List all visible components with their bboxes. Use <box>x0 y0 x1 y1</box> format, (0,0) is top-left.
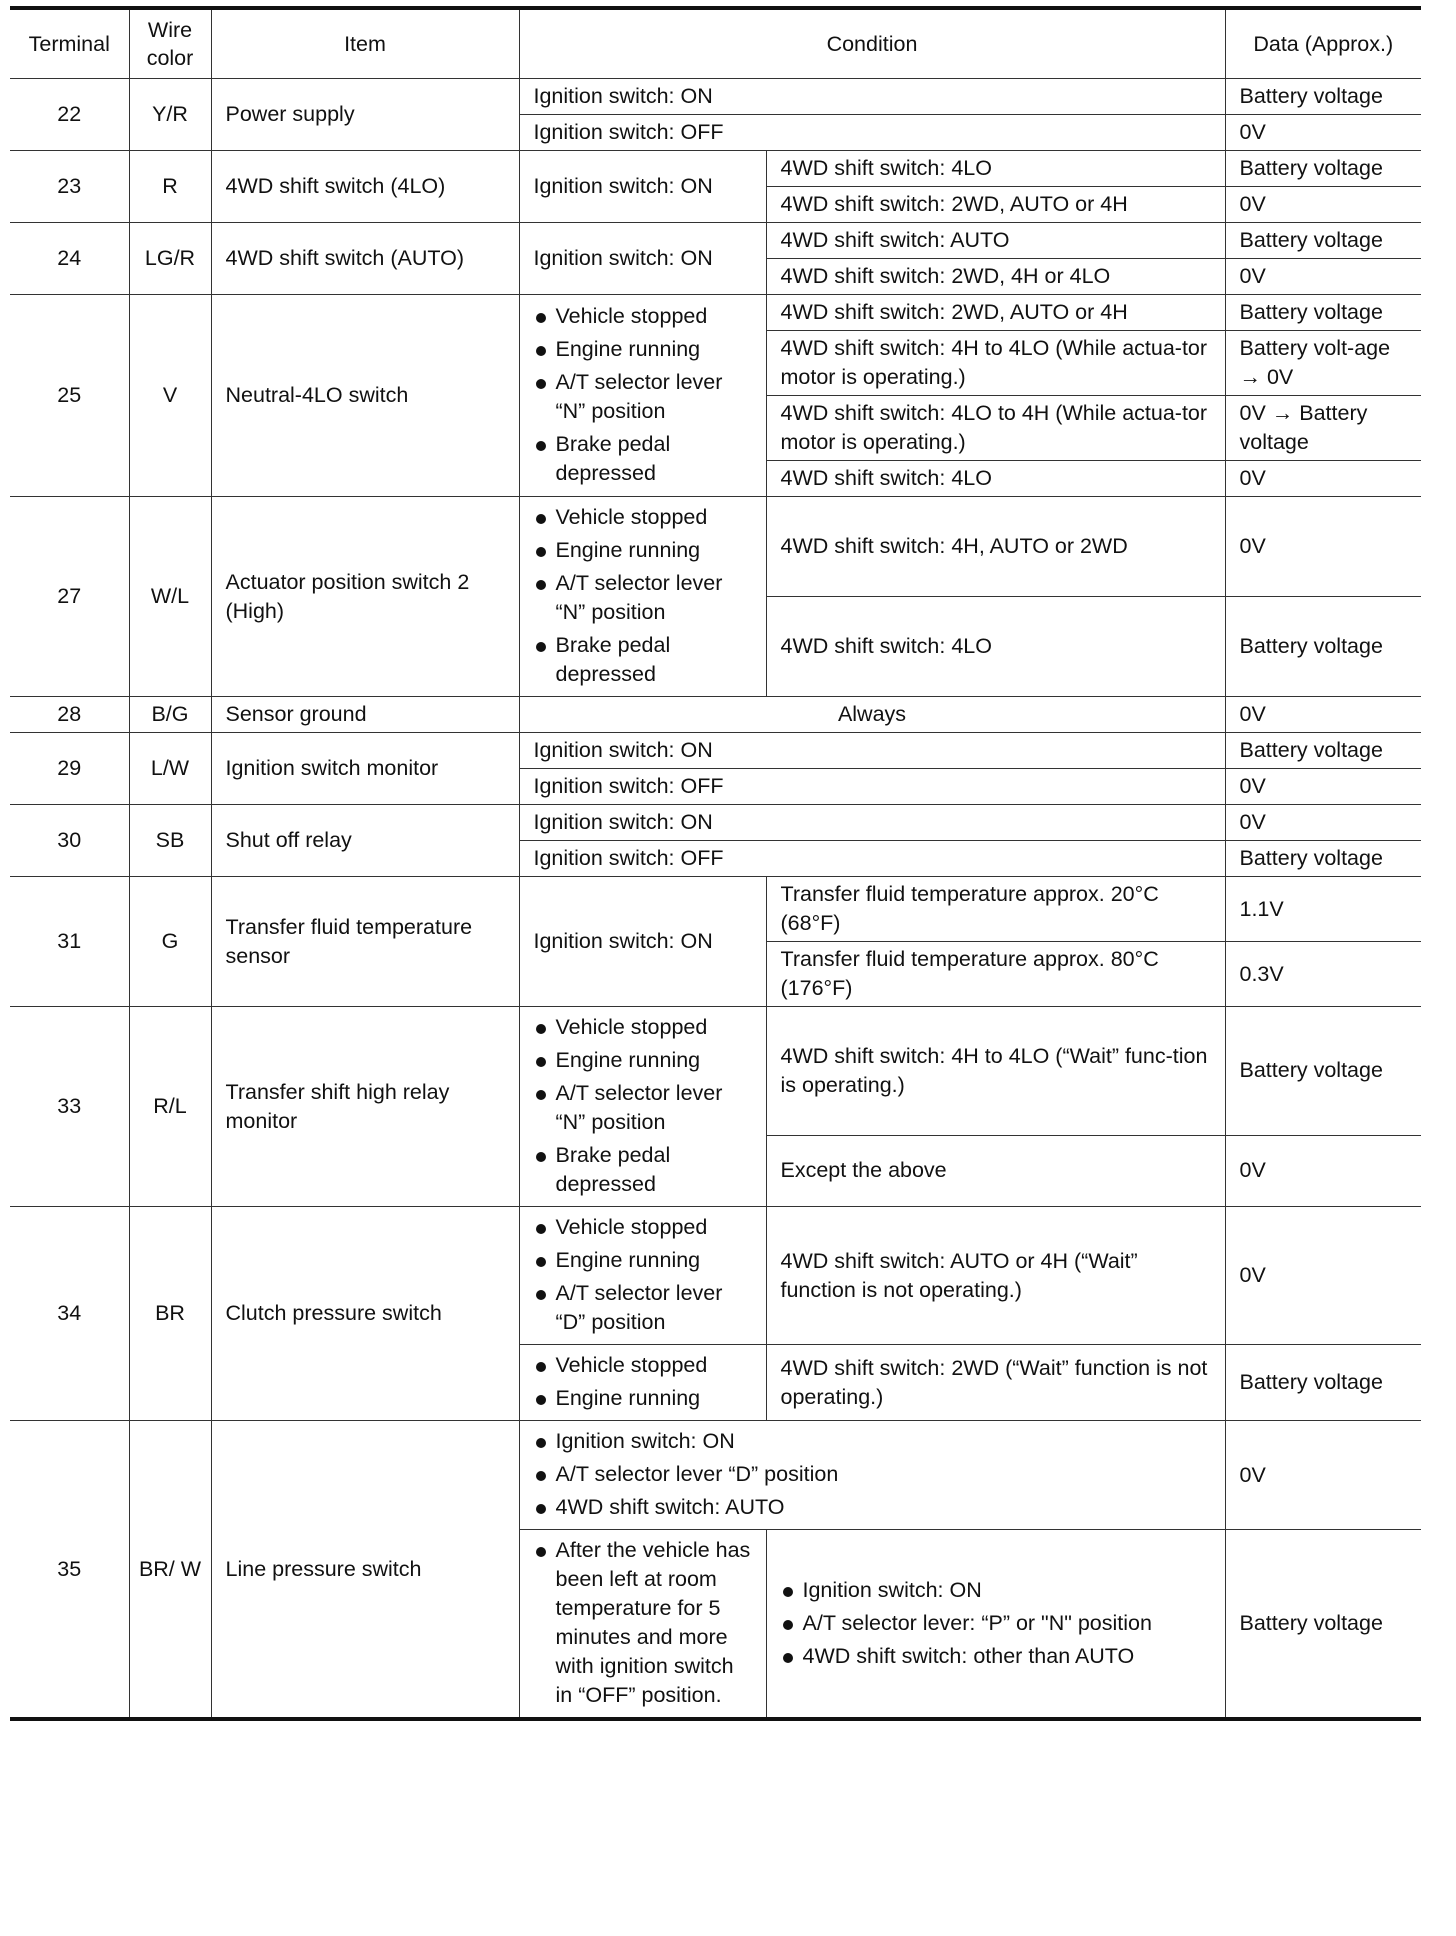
item-cell: Power supply <box>211 79 519 151</box>
bullet-list <box>534 302 752 488</box>
bullet-item: Vehicle stopped <box>534 302 752 331</box>
table-row <box>10 1007 1421 1136</box>
item-cell: Clutch pressure switch <box>211 1207 519 1421</box>
terminal-cell: 24 <box>10 223 129 295</box>
sub-condition-cell: Transfer fluid temperature approx. 80°C (176°F) <box>766 942 1225 1007</box>
header-item: Item <box>211 8 519 79</box>
bullet-item: Ignition switch: ON <box>534 1427 1211 1456</box>
sub-condition-cell: Transfer fluid temperature approx. 20°C (68°F) <box>766 877 1225 942</box>
sub-condition-cell: 4WD shift switch: 2WD, 4H or 4LO <box>766 259 1225 295</box>
data-cell: Battery voltage <box>1225 1345 1421 1421</box>
data-cell: Battery voltage <box>1225 79 1421 115</box>
sub-condition-cell: 4WD shift switch: 4H, AUTO or 2WD <box>766 497 1225 597</box>
wire-color-cell: BR/ W <box>129 1421 211 1720</box>
data-cell: Battery voltage <box>1225 295 1421 331</box>
bullet-item: After the vehicle has been left at room temperature for 5 minutes and more with ignition switch in “OFF” position. <box>534 1536 752 1710</box>
bullet-item: Brake pedal depressed <box>534 1141 752 1199</box>
wire-color-cell: R <box>129 151 211 223</box>
table-row <box>10 1421 1421 1530</box>
sub-condition-cell: 4WD shift switch: AUTO <box>766 223 1225 259</box>
bullet-list <box>781 1576 1211 1671</box>
condition-cell: Ignition switch: OFF <box>519 841 1225 877</box>
table-row <box>10 877 1421 942</box>
data-cell: 1.1V <box>1225 877 1421 942</box>
item-cell: Transfer fluid temperature sensor <box>211 877 519 1007</box>
sub-condition-cell: 4WD shift switch: 4LO <box>766 597 1225 697</box>
bullet-list <box>534 1213 752 1337</box>
bullet-item: 4WD shift switch: other than AUTO <box>781 1642 1211 1671</box>
wire-color-cell: BR <box>129 1207 211 1421</box>
bullet-item: Ignition switch: ON <box>781 1576 1211 1605</box>
item-cell: Transfer shift high relay monitor <box>211 1007 519 1207</box>
bullet-item: Engine running <box>534 536 752 565</box>
condition-cell: Ignition switch: ON <box>519 733 1225 769</box>
table-row <box>10 805 1421 841</box>
condition-cell: Always <box>519 697 1225 733</box>
table-row <box>10 151 1421 187</box>
bullet-list <box>534 503 752 689</box>
bullet-item: Brake pedal depressed <box>534 430 752 488</box>
condition-bullets-cell <box>519 1421 1225 1530</box>
condition-cell: Ignition switch: ON <box>519 877 766 1007</box>
data-cell: Battery voltage <box>1225 1530 1421 1720</box>
terminal-cell: 22 <box>10 79 129 151</box>
item-cell: 4WD shift switch (AUTO) <box>211 223 519 295</box>
bullet-item: A/T selector lever “D” position <box>534 1279 752 1337</box>
terminal-cell: 28 <box>10 697 129 733</box>
data-cell: 0V <box>1225 461 1421 497</box>
wire-color-cell: V <box>129 295 211 497</box>
bullet-item: A/T selector lever: “P” or "N" position <box>781 1609 1211 1638</box>
header-row <box>10 8 1421 79</box>
wire-color-cell: Y/R <box>129 79 211 151</box>
data-cell: 0V <box>1225 805 1421 841</box>
condition-bullets-cell <box>519 295 766 497</box>
condition-cell: Ignition switch: OFF <box>519 115 1225 151</box>
bullet-item: Vehicle stopped <box>534 503 752 532</box>
wire-color-cell: G <box>129 877 211 1007</box>
sub-condition-cell: 4WD shift switch: 4LO to 4H (While actua-tor motor is operating.) <box>766 396 1225 461</box>
data-cell: 0V <box>1225 497 1421 597</box>
bullet-item: Engine running <box>534 1046 752 1075</box>
terminal-cell: 34 <box>10 1207 129 1421</box>
data-cell: Battery volt-age → 0V <box>1225 331 1421 396</box>
bullet-item: Engine running <box>534 1246 752 1275</box>
data-cell: 0V <box>1225 769 1421 805</box>
data-cell: 0V → Battery voltage <box>1225 396 1421 461</box>
data-cell: 0.3V <box>1225 942 1421 1007</box>
table-row <box>10 697 1421 733</box>
data-cell: Battery voltage <box>1225 733 1421 769</box>
bullet-item: A/T selector lever “N” position <box>534 368 752 426</box>
header-data: Data (Approx.) <box>1225 8 1421 79</box>
item-cell: Shut off relay <box>211 805 519 877</box>
data-cell: 0V <box>1225 1207 1421 1345</box>
data-cell: 0V <box>1225 1135 1421 1206</box>
data-cell: Battery voltage <box>1225 1007 1421 1136</box>
wire-color-cell: L/W <box>129 733 211 805</box>
bullet-list <box>534 1427 1211 1522</box>
condition-cell: Ignition switch: ON <box>519 805 1225 841</box>
sub-condition-cell: 4WD shift switch: 4H to 4LO (“Wait” func-tion is operating.) <box>766 1007 1225 1136</box>
data-cell: 0V <box>1225 1421 1421 1530</box>
condition-cell: Ignition switch: ON <box>519 223 766 295</box>
sub-condition-cell: 4WD shift switch: 2WD, AUTO or 4H <box>766 295 1225 331</box>
header-terminal: Terminal <box>10 8 129 79</box>
sub-condition-cell: 4WD shift switch: 4LO <box>766 461 1225 497</box>
terminal-cell: 23 <box>10 151 129 223</box>
bullet-item: Engine running <box>534 1384 752 1413</box>
sub-condition-cell: 4WD shift switch: AUTO or 4H (“Wait” function is not operating.) <box>766 1207 1225 1345</box>
item-cell: Line pressure switch <box>211 1421 519 1720</box>
terminal-cell: 30 <box>10 805 129 877</box>
wire-color-cell: B/G <box>129 697 211 733</box>
condition-bullets-cell <box>519 1007 766 1207</box>
bullet-list <box>534 1013 752 1199</box>
table-row <box>10 79 1421 115</box>
terminal-cell: 31 <box>10 877 129 1007</box>
terminal-data-table-wrap <box>10 6 1421 1721</box>
header-wire-color: Wire color <box>129 8 211 79</box>
terminal-cell: 25 <box>10 295 129 497</box>
wire-color-cell: R/L <box>129 1007 211 1207</box>
table-row <box>10 1207 1421 1345</box>
data-cell: Battery voltage <box>1225 223 1421 259</box>
data-cell: Battery voltage <box>1225 597 1421 697</box>
item-cell: Ignition switch monitor <box>211 733 519 805</box>
bullet-item: Brake pedal depressed <box>534 631 752 689</box>
item-cell: Sensor ground <box>211 697 519 733</box>
terminal-cell: 33 <box>10 1007 129 1207</box>
table-row <box>10 295 1421 331</box>
condition-cell: Ignition switch: OFF <box>519 769 1225 805</box>
bullet-item: A/T selector lever “N” position <box>534 1079 752 1137</box>
bullet-item: Vehicle stopped <box>534 1351 752 1380</box>
bullet-item: 4WD shift switch: AUTO <box>534 1493 1211 1522</box>
terminal-cell: 29 <box>10 733 129 805</box>
bullet-item: Vehicle stopped <box>534 1013 752 1042</box>
data-cell: 0V <box>1225 697 1421 733</box>
bullet-item: A/T selector lever “D” position <box>534 1460 1211 1489</box>
sub-condition-cell: Except the above <box>766 1135 1225 1206</box>
bullet-list <box>534 1536 752 1710</box>
condition-bullets-cell <box>519 1530 766 1720</box>
wire-color-cell: W/L <box>129 497 211 697</box>
condition-cell: Ignition switch: ON <box>519 151 766 223</box>
sub-condition-cell: 4WD shift switch: 4H to 4LO (While actua-tor motor is operating.) <box>766 331 1225 396</box>
condition-bullets-cell <box>519 1207 766 1345</box>
bullet-item: Vehicle stopped <box>534 1213 752 1242</box>
bullet-item: A/T selector lever “N” position <box>534 569 752 627</box>
table-row <box>10 497 1421 597</box>
table-row <box>10 223 1421 259</box>
condition-bullets-cell <box>519 497 766 697</box>
data-cell: 0V <box>1225 187 1421 223</box>
data-cell: 0V <box>1225 115 1421 151</box>
condition-bullets-cell <box>766 1530 1225 1720</box>
bullet-item: Engine running <box>534 335 752 364</box>
wire-color-cell: LG/R <box>129 223 211 295</box>
item-cell: 4WD shift switch (4LO) <box>211 151 519 223</box>
sub-condition-cell: 4WD shift switch: 2WD, AUTO or 4H <box>766 187 1225 223</box>
data-cell: Battery voltage <box>1225 841 1421 877</box>
condition-bullets-cell <box>519 1345 766 1421</box>
terminal-cell: 27 <box>10 497 129 697</box>
wire-color-cell: SB <box>129 805 211 877</box>
bullet-list <box>534 1351 752 1413</box>
data-cell: Battery voltage <box>1225 151 1421 187</box>
sub-condition-cell: 4WD shift switch: 4LO <box>766 151 1225 187</box>
terminal-cell: 35 <box>10 1421 129 1720</box>
table-row <box>10 733 1421 769</box>
data-cell: 0V <box>1225 259 1421 295</box>
terminal-data-table <box>10 6 1421 1721</box>
item-cell: Actuator position switch 2 (High) <box>211 497 519 697</box>
sub-condition-cell: 4WD shift switch: 2WD (“Wait” function is not operating.) <box>766 1345 1225 1421</box>
item-cell: Neutral-4LO switch <box>211 295 519 497</box>
header-condition: Condition <box>519 8 1225 79</box>
condition-cell: Ignition switch: ON <box>519 79 1225 115</box>
